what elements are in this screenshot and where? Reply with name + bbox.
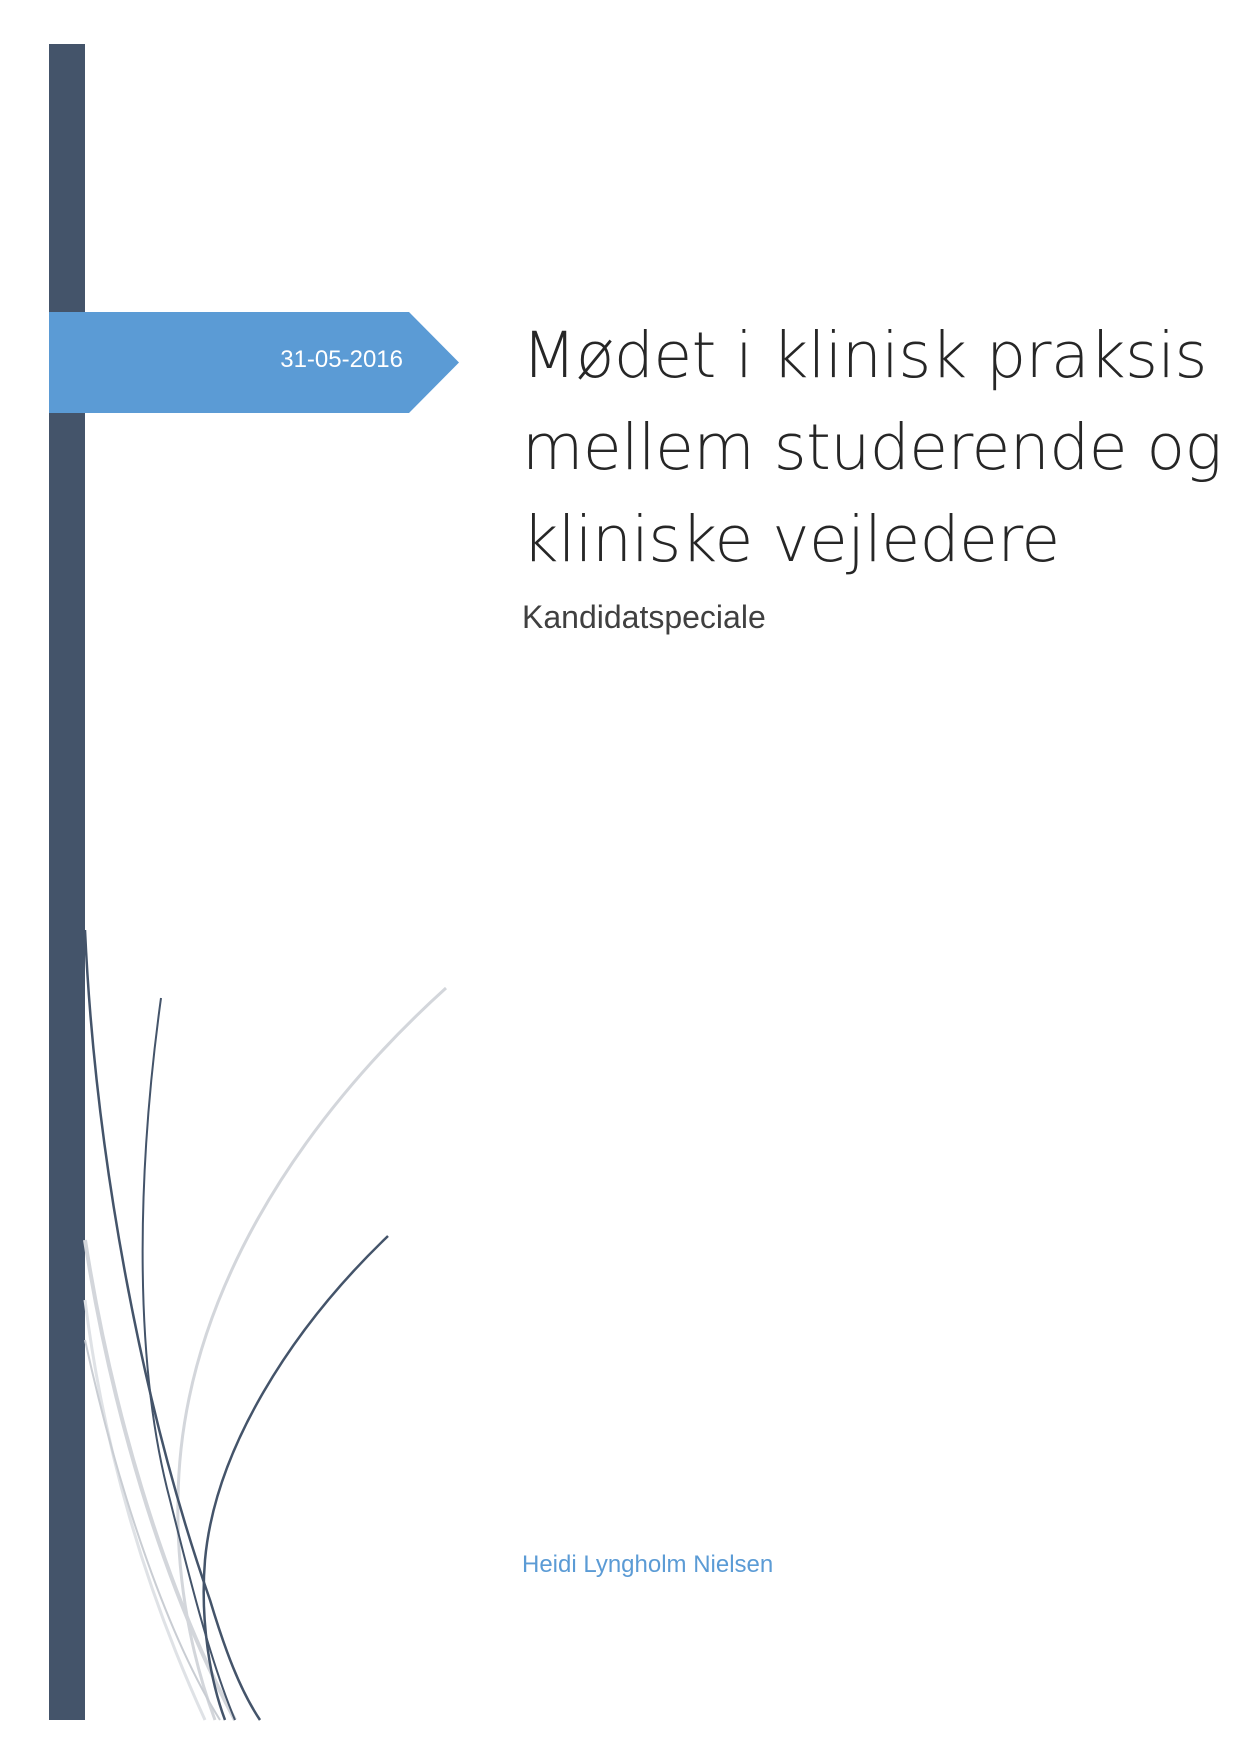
- title-line-2: mellem studerende og: [522, 411, 1222, 484]
- cover-date: 31-05-2016: [280, 346, 403, 373]
- date-banner: [49, 312, 459, 413]
- title-line-1: Mødet i klinisk praksis: [522, 319, 1207, 392]
- author-name: Heidi Lyngholm Nielsen: [522, 1551, 774, 1578]
- title-line-3: kliniske vejledere: [522, 503, 1060, 576]
- document-title: [522, 310, 1222, 586]
- document-subtitle: Kandidatspeciale: [522, 599, 766, 635]
